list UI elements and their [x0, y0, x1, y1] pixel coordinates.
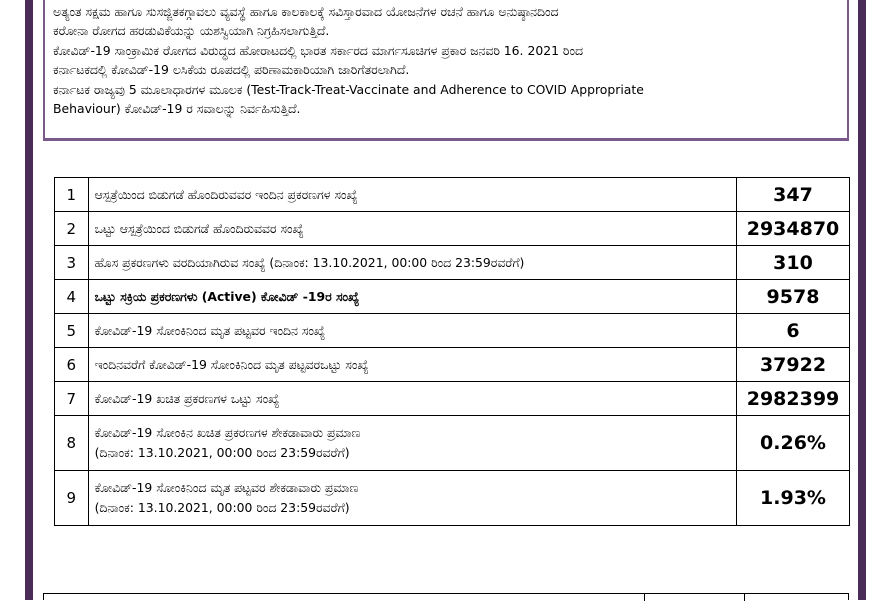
- row-description: ಒಟ್ಟು ಸಕ್ರಿಯ ಪ್ರಕರಣಗಳು (Active) ಕೋವಿಡ್ -19ರ ಸಂಖ್ಯೆ: [88, 280, 736, 314]
- row-value: 37922: [736, 348, 849, 382]
- row-value: 6: [736, 314, 849, 348]
- row-description: [88, 416, 736, 471]
- row-description: ಕೋವಿಡ್-19 ಖಚಿತ ಪ್ರಕರಣಗಳ ಒಟ್ಟು ಸಂಖ್ಯೆ: [88, 382, 736, 416]
- next-table-header-edge: [43, 593, 849, 600]
- table-row: [55, 416, 850, 471]
- intro-line-4: ಕರ್ನಾಟಕದಲ್ಲಿ ಕೋವಿಡ್-19 ಲಸಿಕೆಯ ರೂಪದಲ್ಲಿ ಪರಿಣಾಮಕಾರಿಯಾಗಿ ಜಾರಿಗೆತರಲಾಗಿದೆ.: [53, 62, 410, 78]
- row-description-main: ಕೋವಿಡ್-19 ಸೋಂಕಿನಿಂದ ಮೃತ ಪಟ್ಟವರ ಶೇಕಡಾವಾರು ಪ್ರಮಾಣ: [94, 480, 359, 495]
- intro-line-3: ಕೋವಿಡ್-19 ಸಾಂಕ್ರಾಮಿಕ ರೋಗದ ವಿರುದ್ಧದ ಹೋರಾಟದಲ್ಲಿ ಭಾರತ ಸರ್ಕಾರದ ಮಾರ್ಗಸೂಚಿಗಳ ಪ್ರಕಾರ ಜನವರಿ 16. 2021 ರಿಂದ: [53, 42, 583, 58]
- row-value: 2934870: [736, 212, 849, 246]
- row-value: 310: [736, 246, 849, 280]
- intro-line-5: ಕರ್ನಾಟಕ ರಾಜ್ಯವು 5 ಮೂಲಾಧಾರಗಳ ಮೂಲಕ (Test-Track-Treat-Vaccinate and Adherence to COVID Appropriate: [53, 81, 644, 97]
- row-number: 8: [55, 416, 89, 471]
- row-description: ಇಂದಿನವರೆಗೆ ಕೋವಿಡ್-19 ಸೋಂಕಿನಿಂದ ಮೃತ ಪಟ್ಟವರಒಟ್ಟು ಸಂಖ್ಯೆ: [88, 348, 736, 382]
- row-number: 4: [55, 280, 89, 314]
- row-value: 347: [736, 178, 849, 212]
- row-number: 7: [55, 382, 89, 416]
- table-row: [55, 348, 850, 382]
- row-description: [88, 471, 736, 526]
- covid-stats-table: [54, 177, 850, 526]
- table-row: [55, 471, 850, 526]
- row-value: 2982399: [736, 382, 849, 416]
- row-description: ಕೋವಿಡ್-19 ಸೋಂಕಿನಿಂದ ಮೃತ ಪಟ್ಟವರ ಇಂದಿನ ಸಂಖ್ಯೆ: [88, 314, 736, 348]
- page-frame-left: [25, 0, 33, 600]
- row-description-date: (ದಿನಾಂಕ: 13.10.2021, 00:00 ರಿಂದ 23:59ರವರೆಗೆ): [94, 500, 350, 515]
- row-number: 1: [55, 178, 89, 212]
- row-number: 6: [55, 348, 89, 382]
- row-number: 5: [55, 314, 89, 348]
- page-frame-right: [858, 0, 866, 600]
- row-description: ಒಟ್ಟು ಆಸ್ಪತ್ರೆಯಿಂದ ಬಿಡುಗಡೆ ಹೊಂದಿರುವವರ ಸಂಖ್ಯೆ: [88, 212, 736, 246]
- table-row: [55, 280, 850, 314]
- row-description: ಹೊಸ ಪ್ರಕರಣಗಳು ವರದಿಯಾಗಿರುವ ಸಂಖ್ಯೆ (ದಿನಾಂಕ: 13.10.2021, 00:00 ರಿಂದ 23:59ರವರೆಗೆ): [88, 246, 736, 280]
- table-row: [55, 382, 850, 416]
- row-description: ಆಸ್ಪತ್ರೆಯಿಂದ ಬಿಡುಗಡೆ ಹೊಂದಿರುವವರ ಇಂದಿನ ಪ್ರಕರಣಗಳ ಸಂಖ್ಯೆ: [88, 178, 736, 212]
- row-description-main: ಕೋವಿಡ್-19 ಸೋಂಕಿನ ಖಚಿತ ಪ್ರಕರಣಗಳ ಶೇಕಡಾವಾರು ಪ್ರಮಾಣ: [94, 425, 361, 440]
- row-value: 0.26%: [736, 416, 849, 471]
- intro-line-2: ಕರೋನಾ ರೋಗದ ಹರಡುವಿಕೆಯನ್ನು ಯಶಸ್ವಿಯಾಗಿ ನಿಗ್ರಹಿಸಲಾಗುತ್ತಿದೆ.: [53, 23, 330, 39]
- table-row: [55, 212, 850, 246]
- row-description-date: (ದಿನಾಂಕ: 13.10.2021, 00:00 ರಿಂದ 23:59ರವರೆಗೆ): [94, 445, 350, 460]
- table-row: [55, 314, 850, 348]
- intro-text-box: [43, 0, 849, 141]
- row-number: 9: [55, 471, 89, 526]
- table-row: [55, 178, 850, 212]
- intro-line-6: Behaviour) ಕೋವಿಡ್-19 ರ ಸವಾಲನ್ನು ನಿರ್ವಹಿಸುತ್ತಿದೆ.: [53, 101, 301, 117]
- intro-line-1: ಅತ್ಯಂತ ಸಕ್ಷಮ ಹಾಗೂ ಸುಸಜ್ಜಿತಕಗ್ಗಾವಲು ವ್ಯವಸ್ಥೆ ಹಾಗೂ ಕಾಲಕಾಲಕ್ಕೆ ಸವಿಸ್ತಾರವಾದ ಯೋಜನೆಗಳ ರಚನೆ ಹಾಗೂ ಅನುಷ್ಠಾನದಿಂದ: [53, 4, 559, 19]
- row-number: 2: [55, 212, 89, 246]
- row-value: 1.93%: [736, 471, 849, 526]
- row-value: 9578: [736, 280, 849, 314]
- table-row: [55, 246, 850, 280]
- row-number: 3: [55, 246, 89, 280]
